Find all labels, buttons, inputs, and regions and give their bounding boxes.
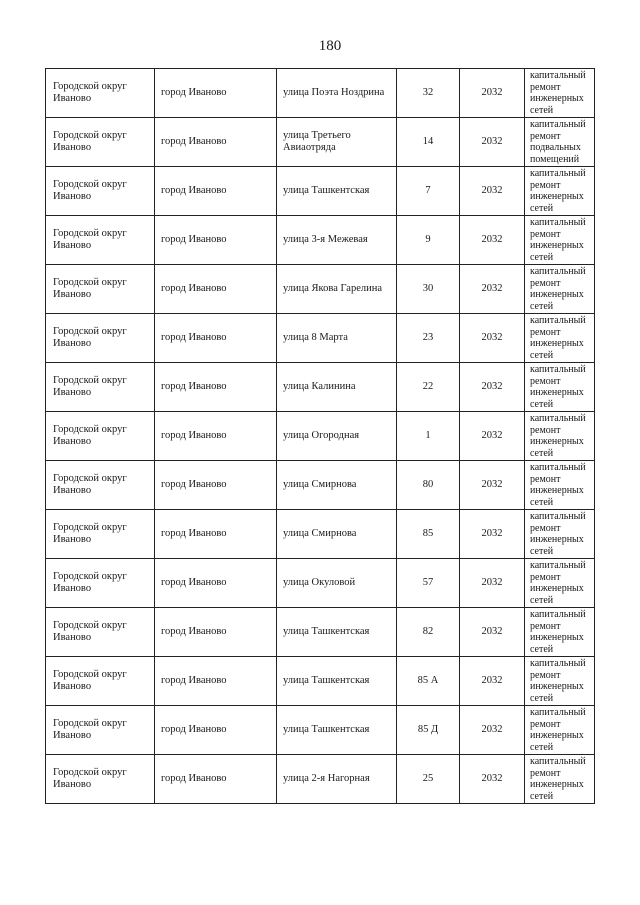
year-cell: 2032	[460, 412, 525, 461]
municipality-cell: Городской округ Иваново	[46, 510, 155, 559]
municipality-cell: Городской округ Иваново	[46, 118, 155, 167]
year-cell: 2032	[460, 755, 525, 804]
settlement-cell: город Иваново	[155, 608, 277, 657]
settlement-cell: город Иваново	[155, 412, 277, 461]
table-row	[46, 216, 595, 265]
municipality-cell: Городской округ Иваново	[46, 706, 155, 755]
work-type-cell: капитальный ремонт инженерных сетей	[525, 510, 595, 559]
house-number-cell: 85	[397, 510, 460, 559]
street-cell: улица Огородная	[277, 412, 397, 461]
year-cell: 2032	[460, 657, 525, 706]
table-row	[46, 118, 595, 167]
table-row	[46, 657, 595, 706]
settlement-cell: город Иваново	[155, 167, 277, 216]
municipality-cell: Городской округ Иваново	[46, 69, 155, 118]
house-number-cell: 30	[397, 265, 460, 314]
work-type-cell: капитальный ремонт инженерных сетей	[525, 69, 595, 118]
house-number-cell: 85 Д	[397, 706, 460, 755]
year-cell: 2032	[460, 706, 525, 755]
street-cell: улица Ташкентская	[277, 608, 397, 657]
work-type-cell: капитальный ремонт подвальных помещений	[525, 118, 595, 167]
work-type-cell: капитальный ремонт инженерных сетей	[525, 657, 595, 706]
work-type-cell: капитальный ремонт инженерных сетей	[525, 755, 595, 804]
table-row	[46, 755, 595, 804]
house-number-cell: 57	[397, 559, 460, 608]
year-cell: 2032	[460, 363, 525, 412]
municipality-cell: Городской округ Иваново	[46, 559, 155, 608]
settlement-cell: город Иваново	[155, 706, 277, 755]
work-type-cell: капитальный ремонт инженерных сетей	[525, 167, 595, 216]
year-cell: 2032	[460, 167, 525, 216]
municipality-cell: Городской округ Иваново	[46, 461, 155, 510]
house-number-cell: 25	[397, 755, 460, 804]
year-cell: 2032	[460, 559, 525, 608]
house-number-cell: 22	[397, 363, 460, 412]
year-cell: 2032	[460, 608, 525, 657]
settlement-cell: город Иваново	[155, 69, 277, 118]
street-cell: улица Смирнова	[277, 461, 397, 510]
year-cell: 2032	[460, 265, 525, 314]
table-row	[46, 412, 595, 461]
house-number-cell: 82	[397, 608, 460, 657]
settlement-cell: город Иваново	[155, 755, 277, 804]
house-number-cell: 7	[397, 167, 460, 216]
settlement-cell: город Иваново	[155, 363, 277, 412]
settlement-cell: город Иваново	[155, 559, 277, 608]
municipality-cell: Городской округ Иваново	[46, 216, 155, 265]
work-type-cell: капитальный ремонт инженерных сетей	[525, 412, 595, 461]
settlement-cell: город Иваново	[155, 265, 277, 314]
house-number-cell: 1	[397, 412, 460, 461]
street-cell: улица Смирнова	[277, 510, 397, 559]
table-row	[46, 69, 595, 118]
settlement-cell: город Иваново	[155, 461, 277, 510]
repair-schedule-table	[45, 68, 595, 804]
work-type-cell: капитальный ремонт инженерных сетей	[525, 559, 595, 608]
table-row	[46, 265, 595, 314]
municipality-cell: Городской округ Иваново	[46, 412, 155, 461]
work-type-cell: капитальный ремонт инженерных сетей	[525, 363, 595, 412]
house-number-cell: 32	[397, 69, 460, 118]
settlement-cell: город Иваново	[155, 118, 277, 167]
municipality-cell: Городской округ Иваново	[46, 363, 155, 412]
street-cell: улица Якова Гарелина	[277, 265, 397, 314]
street-cell: улица Ташкентская	[277, 706, 397, 755]
year-cell: 2032	[460, 118, 525, 167]
year-cell: 2032	[460, 314, 525, 363]
house-number-cell: 14	[397, 118, 460, 167]
house-number-cell: 80	[397, 461, 460, 510]
street-cell: улица Ташкентская	[277, 657, 397, 706]
work-type-cell: капитальный ремонт инженерных сетей	[525, 265, 595, 314]
table-row	[46, 706, 595, 755]
house-number-cell: 85 А	[397, 657, 460, 706]
street-cell: улица Поэта Ноздрина	[277, 69, 397, 118]
municipality-cell: Городской округ Иваново	[46, 755, 155, 804]
street-cell: улица 2-я Нагорная	[277, 755, 397, 804]
street-cell: улица Калинина	[277, 363, 397, 412]
year-cell: 2032	[460, 461, 525, 510]
municipality-cell: Городской округ Иваново	[46, 657, 155, 706]
table-row	[46, 461, 595, 510]
settlement-cell: город Иваново	[155, 510, 277, 559]
street-cell: улица Окуловой	[277, 559, 397, 608]
settlement-cell: город Иваново	[155, 216, 277, 265]
settlement-cell: город Иваново	[155, 314, 277, 363]
year-cell: 2032	[460, 69, 525, 118]
work-type-cell: капитальный ремонт инженерных сетей	[525, 706, 595, 755]
year-cell: 2032	[460, 216, 525, 265]
table-row	[46, 559, 595, 608]
municipality-cell: Городской округ Иваново	[46, 265, 155, 314]
table-row	[46, 167, 595, 216]
table-row	[46, 510, 595, 559]
street-cell: улица Третьего Авиаотряда	[277, 118, 397, 167]
page-number: 180	[318, 38, 342, 54]
street-cell: улица 8 Марта	[277, 314, 397, 363]
work-type-cell: капитальный ремонт инженерных сетей	[525, 461, 595, 510]
street-cell: улица 3-я Межевая	[277, 216, 397, 265]
settlement-cell: город Иваново	[155, 657, 277, 706]
year-cell: 2032	[460, 510, 525, 559]
municipality-cell: Городской округ Иваново	[46, 314, 155, 363]
house-number-cell: 9	[397, 216, 460, 265]
table-row	[46, 314, 595, 363]
municipality-cell: Городской округ Иваново	[46, 167, 155, 216]
table-row	[46, 363, 595, 412]
street-cell: улица Ташкентская	[277, 167, 397, 216]
house-number-cell: 23	[397, 314, 460, 363]
municipality-cell: Городской округ Иваново	[46, 608, 155, 657]
work-type-cell: капитальный ремонт инженерных сетей	[525, 314, 595, 363]
work-type-cell: капитальный ремонт инженерных сетей	[525, 216, 595, 265]
table-row	[46, 608, 595, 657]
work-type-cell: капитальный ремонт инженерных сетей	[525, 608, 595, 657]
